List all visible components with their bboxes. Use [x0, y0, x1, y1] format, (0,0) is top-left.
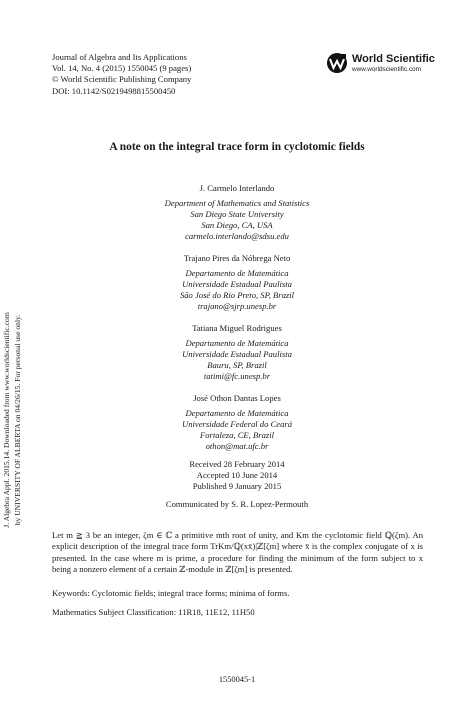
journal-copyright: © World Scientific Publishing Company — [52, 74, 192, 85]
author-department: Departamento de Matemática — [185, 338, 289, 349]
author-institution: San Diego State University — [190, 209, 284, 220]
author-block — [0, 323, 474, 382]
author-name: J. Carmelo Interlando — [199, 183, 275, 193]
abstract-text: Let m ≧ 3 be an integer, ζm ∈ ℂ a primitive mth root of unity, and Km the cyclotomic field ℚ(ζm). An explicit description of the integral trace form TrKm/ℚ(xx̄)|ℤ[ζm] where x̄ is the complex conjugate of x is presented. In the case where m is prime, a procedure for finding the minimum of the form subject to x being a nonzero element of a certain ℤ-module in ℤ[ζm] is presented. — [52, 530, 423, 574]
published-date: Published 9 January 2015 — [192, 481, 282, 492]
author-email: tatimi@fc.unesp.br — [203, 371, 271, 382]
author-block — [0, 393, 474, 452]
author-location: Bauru, SP, Brazil — [207, 360, 267, 371]
author-name: Tatiana Miguel Rodrigues — [192, 323, 282, 333]
download-notice-line1: J. Algebra Appl. 2015.14. Downloaded from www.worldscientific.com — [2, 312, 11, 528]
received-date: Received 28 February 2014 — [189, 459, 285, 469]
author-department: Department of Mathematics and Statistics — [164, 198, 310, 209]
journal-doi: DOI: 10.1142/S0219498815500450 — [52, 85, 176, 96]
communicated-by: Communicated by S. R. Lopez-Permouth — [165, 499, 309, 509]
author-department: Departamento de Matemática — [185, 408, 289, 419]
subject-classification: Mathematics Subject Classification: 11R18, 11E12, 11H50 — [52, 607, 255, 617]
publisher-name: World Scientific — [352, 53, 435, 65]
author-location: San Diego, CA, USA — [201, 220, 273, 231]
author-institution: Universidade Federal do Ceará — [181, 419, 293, 430]
page-number: 1550045-1 — [218, 675, 256, 684]
publisher-logo — [326, 52, 438, 78]
download-notice-line2: by UNIVERSITY OF ALBERTA on 04/26/15. For personal use only. — [12, 314, 22, 526]
publication-dates — [0, 459, 474, 492]
author-block — [0, 183, 474, 242]
author-name: Trajano Pires da Nóbrega Neto — [183, 253, 291, 263]
accepted-date: Accepted 10 June 2014 — [196, 470, 278, 481]
author-institution: Universidade Estadual Paulista — [182, 349, 292, 360]
author-email: othon@mat.ufc.br — [205, 441, 269, 452]
publisher-url: www.worldscientific.com — [352, 66, 421, 73]
world-scientific-logo-icon — [326, 52, 348, 74]
journal-volume: Vol. 14, No. 4 (2015) 1550045 (9 pages) — [52, 63, 192, 74]
author-location: Fortaleza, CE, Brazil — [199, 430, 274, 441]
author-institution: Universidade Estadual Paulista — [182, 279, 292, 290]
author-department: Departamento de Matemática — [185, 268, 289, 279]
journal-header — [52, 52, 191, 97]
author-email: carmelo.interlando@sdsu.edu — [185, 231, 289, 242]
author-location: São José do Rio Preto, SP, Brazil — [179, 290, 295, 301]
paper-title: A note on the integral trace form in cyclotomic fields — [109, 141, 365, 153]
journal-name: Journal of Algebra and Its Applications — [52, 52, 187, 62]
author-email: trajano@sjrp.unesp.br — [197, 301, 277, 312]
abstract — [52, 530, 423, 575]
author-name: José Othon Dantas Lopes — [193, 393, 281, 403]
keywords: Keywords: Cyclotomic fields; integral trace forms; minima of forms. — [52, 588, 290, 598]
author-block — [0, 253, 474, 312]
